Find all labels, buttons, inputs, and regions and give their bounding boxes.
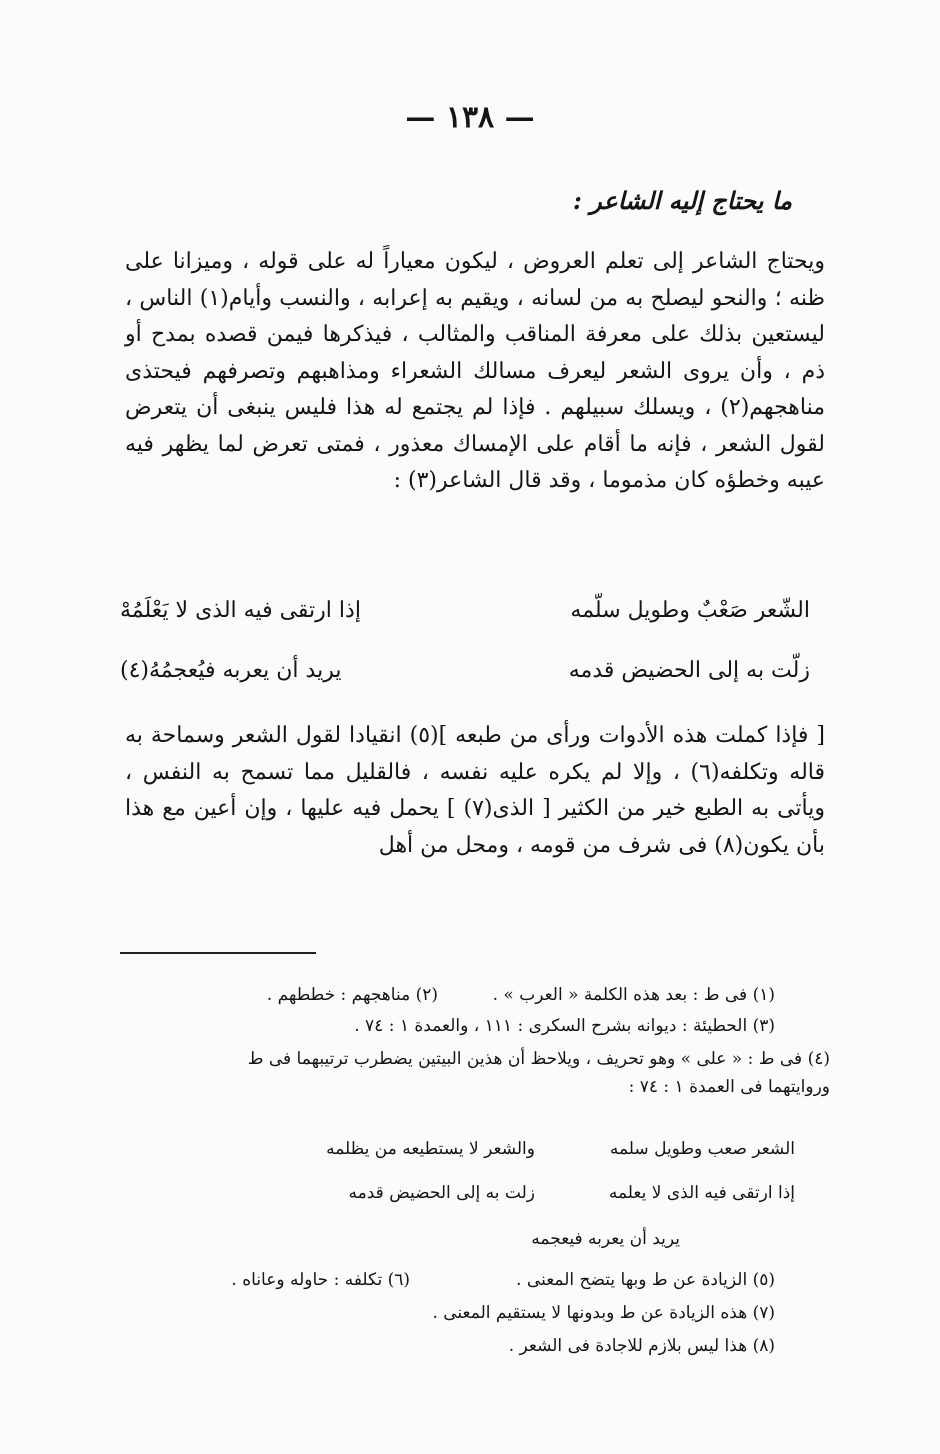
footnote-2: (٢) مناهجهم : خططهم .	[266, 985, 438, 1005]
footnote-row-5-6	[130, 1270, 830, 1296]
footnote-4-verse-1-first: الشعر صعب وطويل سلمه	[609, 1139, 795, 1159]
footnote-4-line-2: وروايتهما فى العمدة ١ : ٧٤ :	[628, 1077, 830, 1097]
footnote-4-verse-2	[275, 1183, 795, 1209]
footnote-5: (٥) الزيادة عن ط وبها يتضح المعنى .	[516, 1270, 775, 1290]
verse-1-first-hemistich: الشّعر صَعْبٌ وطويل سلّمه	[570, 598, 810, 623]
body-paragraph-1: ويحتاج الشاعر إلى تعلم العروض ، ليكون معياراً له على قوله ، وميزانا على ظنه ؛ والنحو ليصلح به من لسانه ، ويقيم به إعرابه ، والنسب وأيام(١) الناس ، ليستعين بذلك على معرفة المناقب والمثالب ، فيذكرها فيمن قصده بمدح أو ذم ، وأن يروى الشعر ليعرف مسالك الشعراء ومذاهبهم وتصرفهم فيحتذى مناهجهم(٢) ، ويسلك سبيلهم . فإذا لم يجتمع له هذا فليس ينبغى أن يتعرض لقول الشعر ، فإنه ما أقام على الإمساك معذور ، فمتى تعرض لما يظهر فيه عيبه وخطؤه كان مذموما ، وقد قال الشاعر(٣) :	[125, 249, 825, 493]
footnote-1: (١) فى ط : بعد هذه الكلمة « العرب » .	[492, 985, 775, 1005]
footnote-4-verse-3: يريد أن يعربه فيعجمه	[531, 1229, 680, 1249]
footnote-3: (٣) الحطيئة : ديوانه بشرح السكرى : ١١١ ، والعمدة ١ : ٧٤ .	[354, 1016, 775, 1036]
page-number: — ١٣٨ —	[405, 100, 535, 135]
verse-line-1	[120, 598, 810, 642]
footnote-6: (٦) تكلفه : حاوله وعاناه .	[231, 1270, 410, 1290]
body-paragraph-2: [ فإذا كملت هذه الأدوات ورأى من طبعه ](٥) انقيادا لقول الشعر وسماحة به قاله وتكلفه(٦) ، وإلا لم يكره عليه نفسه ، فالقليل مما تسمح به النفس ، ويأتى به الطبع خير من الكثير [ الذى(٧) ] يحمل فيه عليها ، وإن أعين مع هذا بأن يكون(٨) فى شرف من قومه ، ومحل من أهل	[125, 723, 825, 858]
verse-2-first-hemistich: زلّت به إلى الحضيض قدمه	[568, 658, 810, 683]
footnote-divider	[120, 952, 316, 954]
section-heading: ما يحتاج إليه الشاعر :	[572, 186, 792, 215]
verse-2-second-hemistich: يريد أن يعربه فيُعجمُهُ(٤)	[120, 658, 342, 683]
footnote-4-verse-2-first: إذا ارتقى فيه الذى لا يعلمه	[608, 1183, 795, 1203]
footnote-4-verse-2-second: زلت به إلى الحضيض قدمه	[348, 1183, 535, 1203]
verse-1-second-hemistich: إذا ارتقى فيه الذى لا يَعْلَمُهْ	[120, 598, 361, 623]
footnote-4-line-1: (٤) فى ط : « على » وهو تحريف ، ويلاحظ أن هذين البيتين يضطرب ترتيبهما فى ط	[247, 1049, 830, 1069]
footnote-7: (٧) هذه الزيادة عن ط وبدونها لا يستقيم المعنى .	[432, 1303, 775, 1323]
footnote-8: (٨) هذا ليس بلازم للاجادة فى الشعر .	[508, 1336, 775, 1356]
footnote-row-1-2	[130, 985, 830, 1011]
footnote-4-verse-1-second: والشعر لا يستطيعه من يظلمه	[326, 1139, 535, 1159]
footnote-4-verse-1	[275, 1139, 795, 1165]
verse-line-2	[120, 658, 810, 702]
